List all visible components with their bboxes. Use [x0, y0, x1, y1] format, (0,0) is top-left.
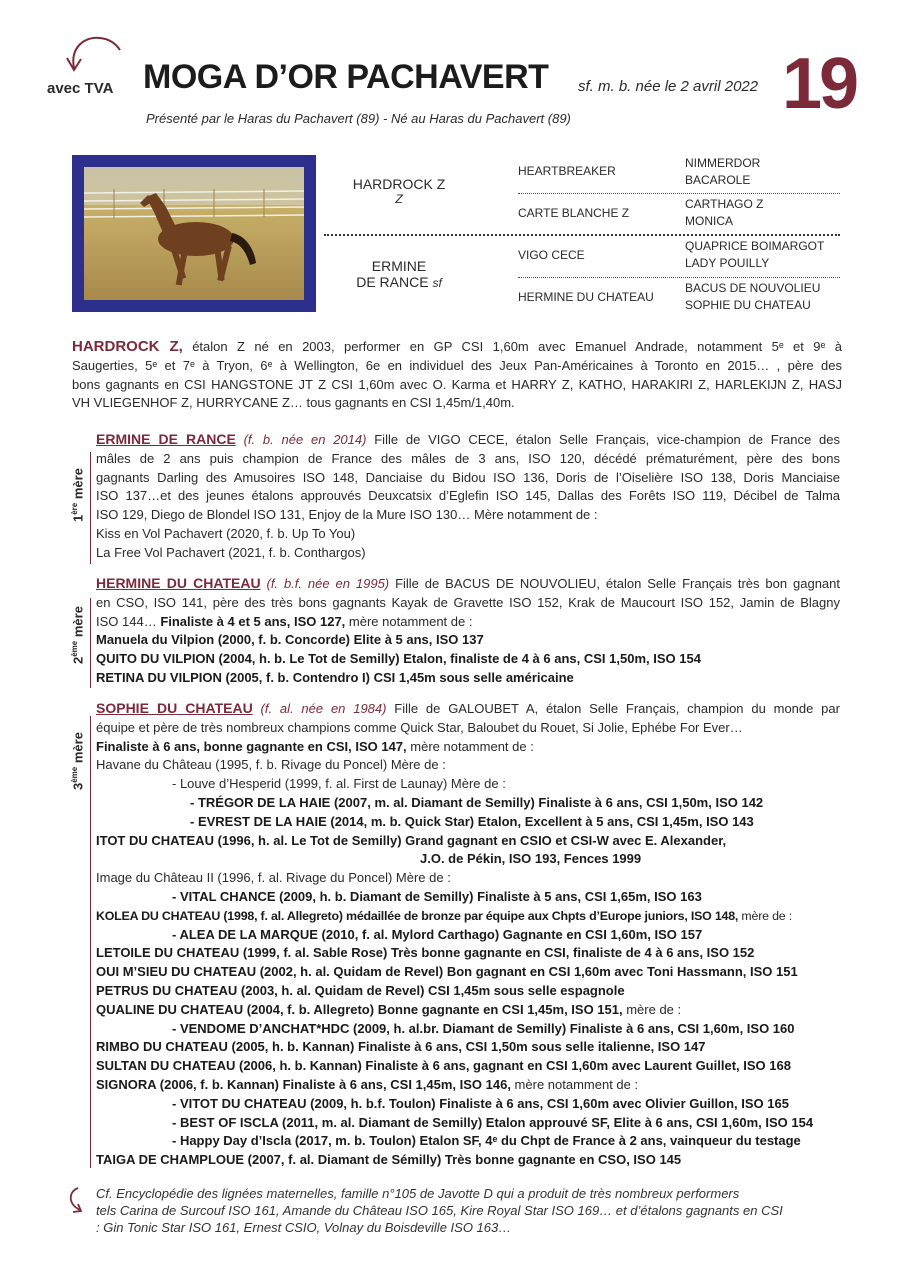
produce-line: SIGNORA (2006, f. b. Kannan) Finaliste à 6 ans, CSI 1,45m, ISO 146, — [96, 1076, 511, 1092]
footer-line: : Gin Tonic Star ISO 161, Ernest CSIO, Volnay du Boisdeville ISO 163… — [96, 1220, 512, 1235]
sire-stud: Z — [395, 192, 403, 206]
footer-note — [96, 1185, 840, 1236]
gp-1: HEARTBREAKER — [518, 164, 616, 178]
sire-text-line: Saugerties, 5ᵉ et 7ᵉ à Tryon, 6ᵉ à Wellington, 6e en individuel des Jeux Pan-Américaines à Toronto en 2015… , père des — [72, 357, 842, 373]
pedigree-sire — [324, 176, 474, 206]
tva-label: avec TVA — [47, 80, 114, 97]
produce-line: PETRUS DU CHATEAU (2003, h. al. Quidam de Revel) CSI 1,45m sous selle espagnole — [96, 982, 625, 998]
produce-line: - TRÉGOR DE LA HAIE (2007, m. al. Diamant de Semilly) Finaliste à 6 ans, CSI 1,50m, ISO 142 — [190, 794, 764, 810]
produce-line: - VITAL CHANCE (2009, h. b. Diamant de Semilly) Finaliste à 5 ans, CSI 1,65m, ISO 163 — [172, 888, 702, 904]
produce-line: - VITOT DU CHATEAU (2009, h. b.f. Toulon) Finaliste à 6 ans, CSI 1,60m avec Olivier Guillon, ISO 165 — [172, 1095, 789, 1111]
dam1-label: 1ère mère — [70, 468, 86, 522]
produce-line: - Happy Day d’Iscla (2017, m. b. Toulon) Etalon SF, 4ᵉ du Chpt de France à 2 ans, vainqueur du testage — [172, 1133, 801, 1149]
sire-text-line: bons gagnants en CSI HANGSTONE JT Z CSI 1,60m avec O. Karma et HARRY Z, KATHO, HARAKIRI Z, HARLEKIJN Z, HASJ — [72, 376, 842, 392]
page-title: MOGA D’OR PACHAVERT — [143, 58, 549, 96]
dam1-heading: ERMINE DE RANCE — [96, 431, 236, 447]
sire-text-line: étalon Z né en 2003, performer en GP CSI 1,60m avec Emanuel Andrade, notamment 5ᵉ et 9ᵉ à — [192, 339, 842, 354]
gp-3: VIGO CECE — [518, 248, 585, 262]
produce-line: mère de : — [738, 908, 792, 923]
produce-line: LETOILE DU CHATEAU (1999, f. al. Sable Rose) Très bonne gagnante en CSI, finaliste de 4 à 6 ans, ISO 152 — [96, 945, 755, 961]
dam2-line-bold: Finaliste à 4 et 5 ans, ISO 127, — [160, 613, 346, 629]
sire-name: HARDROCK Z — [352, 176, 446, 192]
dam2-bracket — [90, 598, 91, 688]
produce-line: RIMBO DU CHATEAU (2005, h. b. Kannan) Finaliste à 6 ans, CSI 1,50m sous selle italienne, ISO 147 — [96, 1039, 706, 1055]
ggp-6: LADY POUILLY — [685, 256, 770, 270]
dam3-heading: SOPHIE DU CHATEAU — [96, 700, 253, 716]
dam1-section — [96, 430, 840, 563]
sire-heading: HARDROCK Z, — [72, 338, 183, 355]
dam1-bracket — [90, 452, 91, 564]
dam2-line: en CSO, ISO 141, père des très bons gagnants Kayak de Gravette ISO 152, Krak de Maucourt ISO 152, Jamin de Blagny — [96, 594, 840, 610]
dam2-line: ISO 144… — [96, 613, 161, 629]
ggp-7: BACUS DE NOUVOLIEU — [685, 281, 821, 295]
produce-line: J.O. de Pékin, ISO 193, Fences 1999 — [420, 851, 642, 867]
dam3-section — [96, 699, 840, 1170]
produce-line: - EVREST DE LA HAIE (2014, m. b. Quick Star) Etalon, Excellent à 5 ans, CSI 1,45m, ISO 143 — [190, 813, 754, 829]
produce-line: Havane du Château (1995, f. b. Rivage du Poncel) Mère de : — [96, 757, 446, 773]
pedigree-divider — [518, 193, 840, 194]
dam1-info: (f. b. née en 2014) — [243, 432, 367, 447]
dam3-info: (f. al. née en 1984) — [260, 701, 387, 716]
sire-paragraph — [72, 338, 842, 413]
pedigree-divider — [518, 277, 840, 278]
dam3-line: équipe et père de très nombreux champions comme Quick Star, Baloubet du Rouet, Si Jolie, Ephébe For Ever… — [96, 719, 743, 735]
dam3-label: 3ème mère — [70, 732, 86, 790]
dam1-line: gagnants Darling des Amusoires ISO 148, Danciaise du Bidou ISO 136, Doris de l’Oiselière ISO 138, Doris Manciaise — [96, 469, 840, 485]
dam1-line: La Free Vol Pachavert (2021, f. b. Conthargos) — [96, 544, 366, 560]
curved-arrow-icon — [64, 30, 124, 74]
ggp-8: SOPHIE DU CHATEAU — [685, 298, 811, 312]
produce-line: KOLEA DU CHATEAU (1998, f. al. Allegreto) médaillée de bronze par équipe aux Chpts d’Europe juniors, ISO 148, — [96, 908, 739, 923]
dam2-produce: RETINA DU VILPION (2005, f. b. Contendro I) CSI 1,45m sous selle américaine — [96, 669, 574, 685]
footer-line: Cf. Encyclopédie des lignées maternelles, famille n°105 de Javotte D qui a produit de très nombreux performers — [96, 1186, 740, 1201]
dam2-section — [96, 574, 840, 688]
dam-name-line2: DE RANCE — [356, 274, 429, 290]
footer-line: tels Carina de Surcouf ISO 161, Amande du Château ISO 165, Kire Royal Star ISO 169… et d’étalons gagnants en CSI — [96, 1203, 783, 1218]
dam2-line: mère notamment de : — [345, 613, 473, 629]
dam3-line: Fille de GALOUBET A, étalon Selle Français, champion du monde par — [394, 701, 840, 716]
pedigree-divider — [324, 234, 840, 236]
dam2-produce: QUITO DU VILPION (2004, h. b. Le Tot de Semilly) Etalon, finaliste de 4 à 6 ans, CSI 1,50m, ISO 154 — [96, 651, 701, 667]
dam2-label: 2ème mère — [70, 606, 86, 664]
produce-line: ITOT DU CHATEAU (1996, h. al. Le Tot de Semilly) Grand gagnant en CSIO et CSI-W avec E. Alexander, — [96, 832, 727, 848]
presented-by: Présenté par le Haras du Pachavert (89) - Né au Haras du Pachavert (89) — [146, 111, 571, 126]
dam3-line-bold: Finaliste à 6 ans, bonne gagnante en CSI, ISO 147, — [96, 738, 407, 754]
produce-line: - BEST OF ISCLA (2011, m. al. Diamant de Semilly) Etalon approuvé SF, Elite à 6 ans, CSI 1,60m, ISO 154 — [172, 1114, 814, 1130]
sire-text-line: VH VLIEGENHOF Z, HURRYCANE Z… tous gagnants en CSI 1,45m/1,40m. — [72, 395, 515, 411]
dam2-info: (f. b.f. née en 1995) — [266, 576, 390, 591]
produce-line: Image du Château II (1996, f. al. Rivage du Poncel) Mère de : — [96, 870, 451, 886]
dam1-line: Fille de VIGO CECE, étalon Selle Français, vice-champion de France des — [374, 432, 840, 447]
dam-name-line1: ERMINE — [371, 258, 427, 274]
dam2-produce: Manuela du Vilpion (2000, f. b. Concorde) Elite à 5 ans, ISO 137 — [96, 632, 484, 648]
dam3-bracket — [90, 716, 91, 1168]
produce-line: - VENDOME D’ANCHAT*HDC (2009, h. al.br. Diamant de Semilly) Finaliste à 6 ans, CSI 1,60m, ISO 160 — [172, 1020, 795, 1036]
produce-line: mère notamment de : — [510, 1076, 639, 1092]
produce-line: mère de : — [622, 1001, 682, 1017]
horse-description: sf. m. b. née le 2 avril 2022 — [578, 78, 759, 95]
produce-line: - Louve d’Hesperid (1999, f. al. First de Launay) Mère de : — [172, 776, 506, 792]
dam1-line: ISO 137…et des jeunes étalons approuvés Deuxcatsix d’Eglefin ISO 145, Dallas des Forêts ISO 119, Décibel de Talma — [96, 488, 840, 504]
produce-line: QUALINE DU CHATEAU (2004, f. b. Allegreto) Bonne gagnante en CSI 1,45m, ISO 151, — [96, 1001, 623, 1017]
dam2-line: Fille de BACUS DE NOUVOLIEU, étalon Selle Français très bon gagnant — [395, 576, 840, 591]
dam3-line: mère notamment de : — [406, 738, 534, 754]
produce-line: SULTAN DU CHATEAU (2006, h. b. Kannan) Finaliste à 6 ans, gagnant en CSI 1,60m avec Laurent Guillet, ISO 168 — [96, 1058, 791, 1074]
ggp-1: NIMMERDOR — [685, 156, 761, 170]
ggp-4: MONICA — [685, 214, 733, 228]
dam1-line: ISO 129, Diego de Blondel ISO 131, Enjoy de la Mure ISO 130… Mère notamment de : — [96, 507, 598, 523]
dam2-heading: HERMINE DU CHATEAU — [96, 575, 261, 591]
dam-stud: sf — [432, 276, 442, 290]
curved-arrow-icon — [64, 1186, 86, 1216]
pedigree-dam — [324, 258, 474, 290]
gp-4: HERMINE DU CHATEAU — [518, 290, 654, 304]
produce-line: OUI M’SIEU DU CHATEAU (2002, h. al. Quidam de Revel) Bon gagnant en CSI 1,60m avec Toni Hassmann, ISO 151 — [96, 964, 798, 980]
ggp-2: BACAROLE — [685, 173, 751, 187]
produce-line: - ALEA DE LA MARQUE (2010, f. al. Mylord Carthago) Gagnante en CSI 1,60m, ISO 157 — [172, 926, 703, 942]
ggp-3: CARTHAGO Z — [685, 197, 764, 211]
foal-image — [84, 167, 304, 300]
dam1-line: mâles de 2 ans puis champion de France des mâles de 3 ans, ISO 120, décédé prématurément, père des bons — [96, 450, 840, 466]
gp-2: CARTE BLANCHE Z — [518, 206, 630, 220]
horse-photo — [72, 155, 316, 312]
dam1-line: Kiss en Vol Pachavert (2020, f. b. Up To You) — [96, 525, 356, 541]
ggp-5: QUAPRICE BOIMARGOT — [685, 239, 825, 253]
produce-line: TAIGA DE CHAMPLOUE (2007, f. al. Diamant de Sémilly) Très bonne gagnante en CSO, ISO 145 — [96, 1152, 682, 1168]
lot-number: 19 — [782, 44, 857, 124]
